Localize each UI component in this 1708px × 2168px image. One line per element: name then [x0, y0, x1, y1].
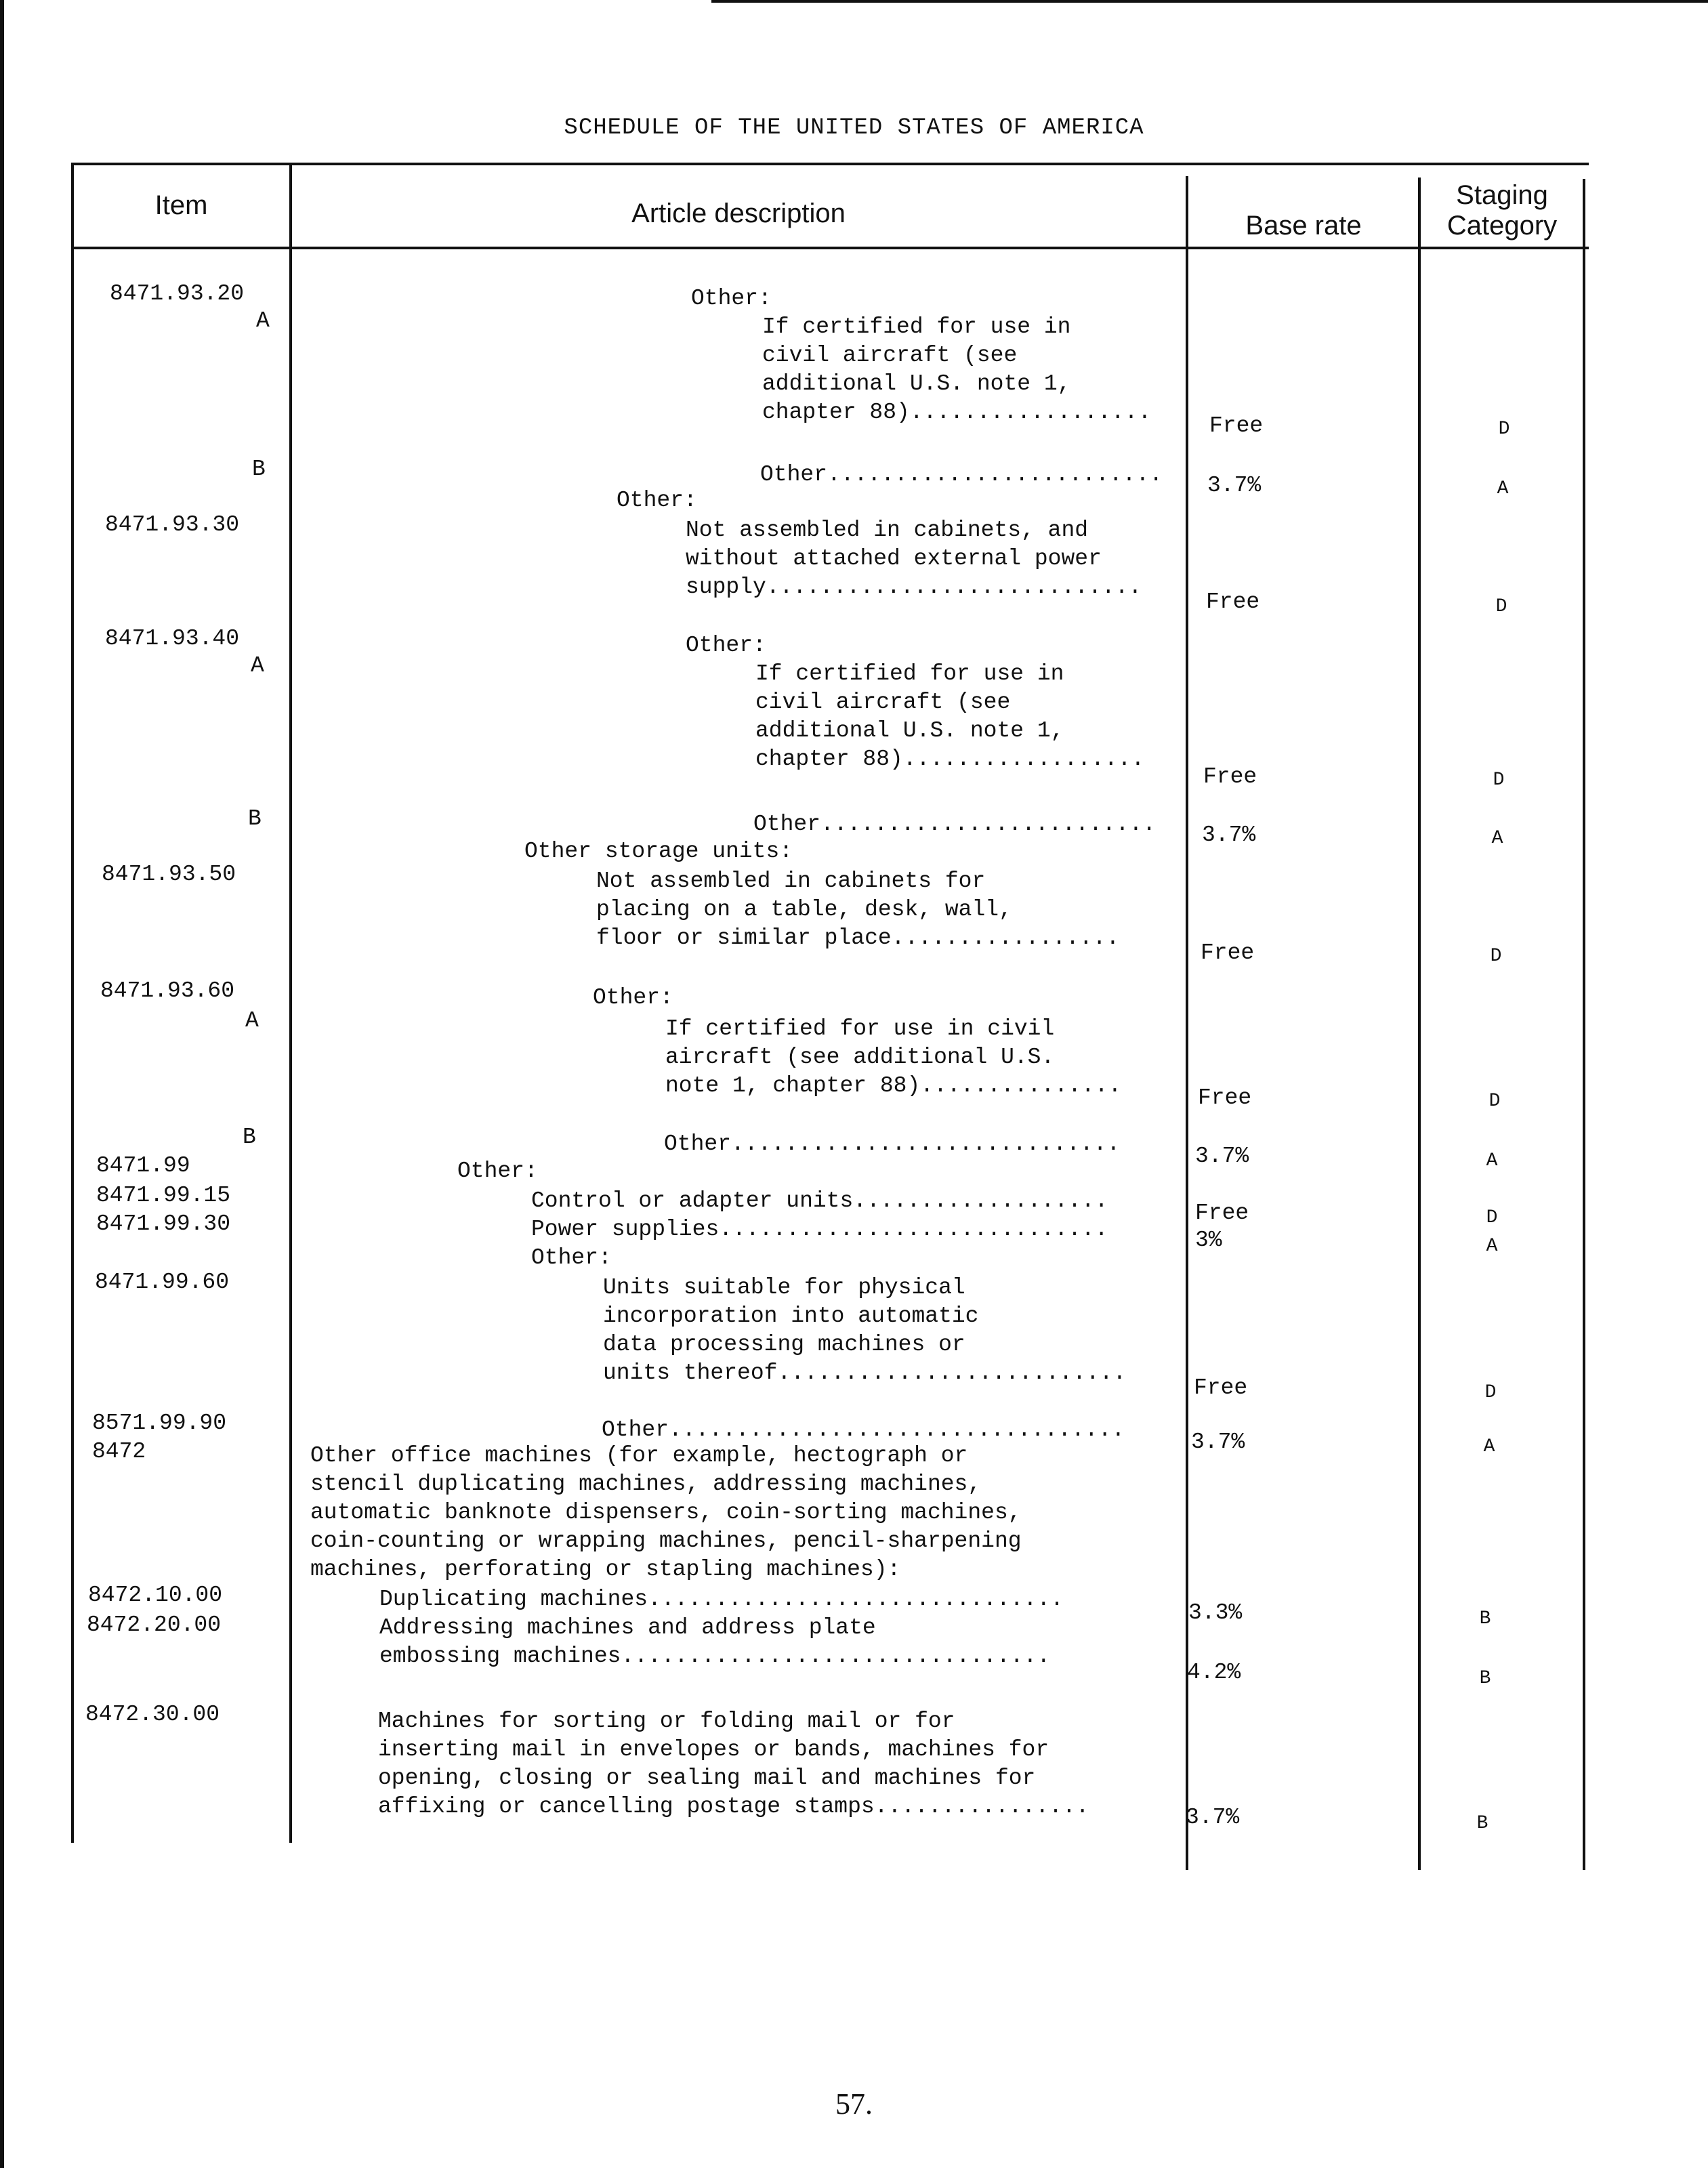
base-rate: Free: [1194, 1375, 1248, 1400]
staging-category: B: [1479, 1668, 1491, 1689]
sub-item: B: [243, 1125, 256, 1150]
description: Units suitable for physical incorporation into automatic data processing machines or units thereof..........................: [603, 1275, 1127, 1385]
staging-category: D: [1495, 596, 1507, 617]
header-base-rate: Base rate: [1245, 211, 1362, 241]
staging-category: A: [1497, 478, 1509, 499]
staging-category: A: [1491, 828, 1503, 849]
description: Other:: [531, 1245, 612, 1270]
staging-category: D: [1498, 419, 1510, 440]
base-rate: Free: [1198, 1085, 1252, 1110]
base-rate: Free: [1201, 940, 1255, 965]
col-rule-left: [71, 163, 74, 1843]
description: Other:: [686, 633, 766, 658]
header-staging-1: Staging: [1456, 180, 1548, 210]
description: Other:: [691, 286, 772, 311]
tariff-table: [68, 163, 1589, 1856]
base-rate: 3.3%: [1188, 1600, 1243, 1625]
base-rate: Free: [1203, 764, 1257, 789]
base-rate: 3.7%: [1191, 1430, 1245, 1455]
description: Addressing machines and address plate embossing machines................................: [379, 1615, 1051, 1669]
description: Other.........................: [760, 462, 1163, 487]
base-rate: 3%: [1195, 1228, 1222, 1253]
item-code: 8471.93.30: [105, 512, 240, 537]
description: Other.........................: [753, 812, 1157, 837]
item-code: 8471.99.60: [95, 1270, 230, 1295]
item-code: 8471.93.50: [102, 862, 236, 887]
item-code: 8471.93.20: [110, 281, 245, 306]
description: Other..................................: [602, 1417, 1125, 1442]
staging-category: A: [1486, 1236, 1498, 1257]
base-rate: 3.7%: [1207, 473, 1262, 498]
header-item: Item: [154, 190, 208, 220]
staging-category: B: [1476, 1813, 1488, 1834]
base-rate: Free: [1209, 413, 1264, 438]
description: Other.............................: [664, 1131, 1121, 1156]
description: Power supplies.............................: [531, 1217, 1108, 1242]
item-code: 8472.10.00: [88, 1583, 223, 1608]
page-edge-top: [711, 0, 1708, 3]
sub-item: B: [248, 806, 262, 831]
base-rate: Free: [1206, 589, 1260, 614]
base-rate: 3.7%: [1186, 1805, 1240, 1830]
page-edge-left: [0, 0, 4, 2168]
item-code: 8472: [92, 1439, 146, 1464]
sub-item: B: [252, 457, 266, 482]
staging-category: D: [1484, 1382, 1497, 1403]
item-code: 8472.20.00: [87, 1612, 222, 1638]
base-rate: 3.7%: [1195, 1144, 1249, 1169]
staging-category: D: [1488, 1091, 1501, 1112]
description: If certified for use in civil aircraft (see additional U.S. note 1, chapter 88)..................: [762, 314, 1152, 425]
col-rule-right: [1583, 179, 1585, 1870]
staging-category: D: [1493, 770, 1505, 791]
header-staging-2: Category: [1446, 211, 1558, 241]
description: Machines for sorting or folding mail or for inserting mail in envelopes or bands, machines for opening, closing or sealing mail and machines for affixing or cancelling postage stamps................: [378, 1709, 1089, 1819]
col-rule-rate: [1418, 178, 1421, 1870]
description: Other:: [617, 488, 697, 513]
description: Other:: [593, 985, 673, 1010]
item-code: 8472.30.00: [85, 1702, 220, 1727]
staging-category: D: [1486, 1207, 1498, 1228]
description: Control or adapter units...................: [531, 1188, 1108, 1213]
header-bottom-rule: [71, 247, 1589, 249]
item-code: 8571.99.90: [92, 1411, 227, 1436]
staging-category: A: [1483, 1436, 1495, 1457]
base-rate: 4.2%: [1187, 1660, 1241, 1685]
description: If certified for use in civil aircraft (see additional U.S. note 1, chapter 88)...............: [665, 1016, 1122, 1098]
sub-item: A: [251, 653, 264, 678]
base-rate: Free: [1195, 1201, 1249, 1226]
header-description: Article description: [631, 199, 846, 228]
page-title: SCHEDULE OF THE UNITED STATES OF AMERICA: [564, 115, 1144, 141]
sub-item: A: [245, 1008, 259, 1033]
item-code: 8471.93.40: [105, 626, 240, 651]
description: Duplicating machines...............................: [379, 1587, 1064, 1612]
page-number: 57.: [835, 2087, 873, 2121]
item-code: 8471.93.60: [100, 978, 235, 1003]
item-code: 8471.99.30: [96, 1211, 231, 1236]
description: Other storage units:: [524, 839, 793, 864]
table-top-rule: [71, 163, 1589, 165]
description: Not assembled in cabinets for placing on a table, desk, wall, floor or similar place.................: [596, 869, 1120, 951]
description: Other office machines (for example, hectograph or stencil duplicating machines, addressing machines, automatic banknote dispensers, coin-sorting machines, coin-counting or wrapping machines, pencil-sharpening machines, perforating or stapling machines):: [310, 1443, 1022, 1582]
col-rule-item: [289, 163, 292, 1843]
base-rate: 3.7%: [1202, 822, 1256, 848]
description: Other:: [457, 1159, 538, 1184]
description: If certified for use in civil aircraft (see additional U.S. note 1, chapter 88)..................: [755, 661, 1145, 772]
staging-category: B: [1479, 1608, 1491, 1629]
sub-item: A: [256, 308, 270, 333]
item-code: 8471.99: [96, 1153, 190, 1178]
item-code: 8471.99.15: [96, 1183, 231, 1208]
staging-category: A: [1486, 1150, 1498, 1171]
description: Not assembled in cabinets, and without attached external power supply............................: [686, 518, 1142, 600]
staging-category: D: [1490, 946, 1502, 967]
